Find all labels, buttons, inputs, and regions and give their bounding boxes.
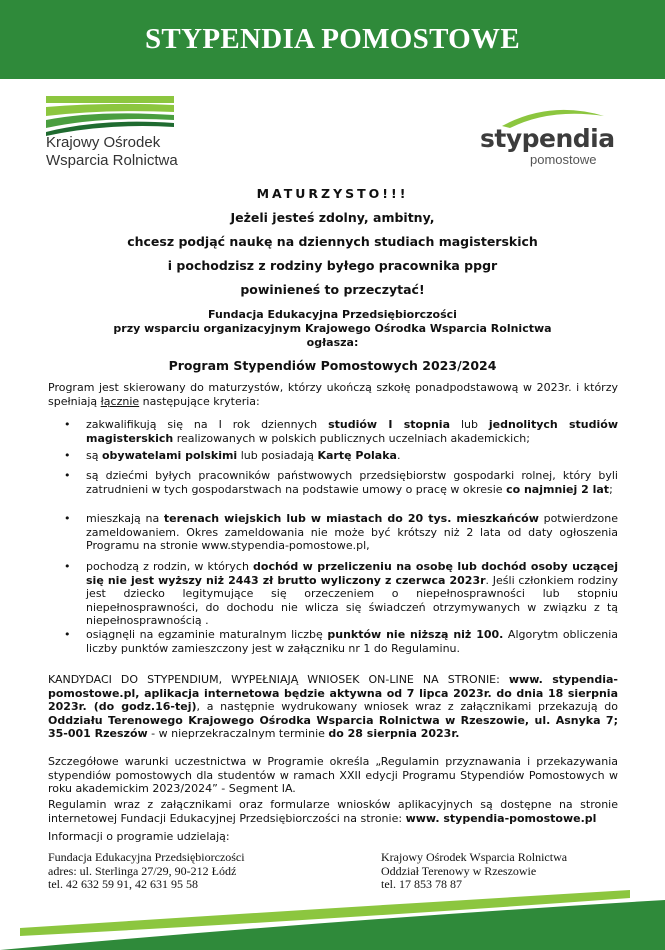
candidates-text-e: - w nieprzekraczalnym terminie <box>147 727 329 740</box>
announce-line-3: ogłasza: <box>306 336 359 349</box>
criteria-5-text-c: . Jeśli członkiem rodziny jest dziecko legitymujące się orzeczeniem o niepełnosprawności lub stopniu niepełnosprawności, do dochodu nie wlicza się świadczeń otrzymywanych w związku z tą niepełnosprawnością . <box>86 573 618 627</box>
criteria-2-text-e: . <box>396 449 401 462</box>
list-item <box>48 469 618 496</box>
regulamin-link[interactable]: www. stypendia-pomostowe.pl <box>405 811 597 825</box>
candidates-bold-b: www. stypendia-pomostowe.pl, aplikacja internetowa będzie aktywna od 7 lipca 2023r. do dnia 18 sierpnia 2023r. (do godz.16-tej) <box>48 673 618 713</box>
criteria-6-text: osiągnęli na egzaminie maturalnym liczbę <box>86 628 328 641</box>
banner-title: STYPENDIA POMOSTOWE <box>145 23 520 55</box>
announce-line-1: Fundacja Edukacyjna Przedsiębiorczości <box>208 308 457 321</box>
criteria-5-bold: dochód w przeliczeniu na osobę lub dochód osoby uczącej się nie jest wyższy niż 2443 zł brutto wyliczony z czerwca 2023r <box>86 560 618 587</box>
criteria-1-bold: studiów I stopnia <box>328 418 450 431</box>
stypendia-logo-sub: pomostowe <box>530 152 597 167</box>
contact-right-phone: tel. 17 853 78 87 <box>381 877 462 891</box>
criteria-2-text: są <box>86 449 102 462</box>
list-item <box>48 628 618 655</box>
list-item <box>48 418 618 445</box>
headline-title: MATURZYSTO!!! <box>256 186 409 201</box>
criteria-1-text: zakwalifikują się na I rok dziennych <box>86 418 329 431</box>
list-item <box>48 512 618 553</box>
criteria-3-bold: co najmniej 2 lat <box>506 482 610 496</box>
criteria-2-bold-d: Kartę Polaka <box>317 449 397 462</box>
contact-left-name: Fundacja Edukacyjna Przedsiębiorczości <box>48 850 245 864</box>
bottom-swoosh-decoration <box>0 877 665 950</box>
list-item <box>48 560 618 628</box>
intro-text-a: Program jest skierowany do maturzystów, którzy ukończą szkołę ponadpodstawową w 2023r. i którzy spełniają <box>48 381 618 408</box>
criteria-1-text-e: realizowanych w polskich publicznych uczelniach akademickich; <box>173 431 530 445</box>
intro-text-underlined: łącznie <box>100 394 140 408</box>
headline-line-4: powinieneś to przeczytać! <box>240 282 425 297</box>
stypendia-logo <box>480 104 615 170</box>
intro-paragraph <box>48 381 618 408</box>
headline-line-1: Jeżeli jesteś zdolny, ambitny, <box>230 210 435 225</box>
kowr-logo-mark <box>46 96 176 136</box>
info-label: Informacji o programie udzielają: <box>48 830 230 843</box>
contact-left-phone: tel. 42 632 59 91, 42 631 95 58 <box>48 877 198 891</box>
candidates-bold-d: Oddziału Terenowego Krajowego Ośrodka Wsparcia Rolnictwa w Rzeszowie, ul. Asnyka 7; 35-001 Rzeszów <box>48 713 618 740</box>
stypendia-logo-word: stypendia <box>480 124 615 153</box>
criteria-4-text-c: potwierdzone zameldowaniem. Okres zameldowania nie może być krótszy niż 2 lata od daty ogłoszenia Programu na stronie www.stypendia-pomostowe.pl, <box>86 512 618 552</box>
criteria-6-text-c: Algorytm obliczenia liczby punktów zamieszczony jest w załączniku nr 1 do Regulaminu. <box>86 628 619 655</box>
details-paragraph: Szczegółowe warunki uczestnictwa w Programie określa „Regulamin przyznawania i przekazywania stypendiów pomostowych dla studentów w ramach XXII edycji Programu Stypendiów Pomostowych w roku akademickim 2023/2024” - Segment IA. <box>48 755 618 795</box>
regulamin-text-a: Regulamin wraz z załącznikami oraz formularze wniosków aplikacyjnych są dostępne na stronie internetowej Fundacji Edukacyjnej Przedsiębiorczości na stronie: <box>48 798 618 825</box>
contact-left-address: adres: ul. Sterlinga 27/29, 90-212 Łódź <box>48 863 237 878</box>
kowr-logo-line2: Wsparcia Rolnictwa <box>46 152 178 169</box>
list-item <box>48 449 618 463</box>
criteria-2-text-c: lub posiadają <box>237 449 318 462</box>
criteria-4-text: mieszkają na <box>86 512 164 525</box>
candidates-text-c: , a następnie wydrukowany wniosek wraz z załącznikami przekazują do <box>196 700 618 713</box>
headline-line-3: i pochodzisz z rodziny byłego pracownika ppgr <box>167 258 498 273</box>
headline-line-2: chcesz podjąć naukę na dziennych studiach magisterskich <box>127 234 538 249</box>
criteria-3-text: są dziećmi byłych pracowników państwowych przedsiębiorstw gospodarki rolnej, który byli zatrudnieni w tych gospodarstwach na podstawie umowy o pracę w okresie <box>86 469 618 496</box>
candidates-bold-f: do 28 sierpnia 2023r. <box>328 727 460 740</box>
criteria-2-bold: obywatelami polskimi <box>101 449 238 462</box>
criteria-6-bold: punktów nie niższą niż 100. <box>327 628 504 641</box>
criteria-1-text-c: lub <box>450 418 489 431</box>
kowr-logo-line1: Krajowy Ośrodek <box>46 134 161 151</box>
contact-right-name: Krajowy Ośrodek Wsparcia Rolnictwa <box>381 850 568 864</box>
top-banner <box>0 0 665 79</box>
criteria-5-text: pochodzą z rodzin, w których <box>86 560 254 573</box>
criteria-3-text-c: ; <box>609 482 613 496</box>
candidates-text-a: KANDYDACI DO STYPENDIUM, WYPEŁNIAJĄ WNIOSEK ON-LINE NA STRONIE: <box>48 673 509 686</box>
criteria-4-bold: terenach wiejskich lub w miastach do 20 tys. mieszkańców <box>163 512 539 525</box>
intro-text-c: następujące kryteria: <box>139 394 260 408</box>
criteria-1-bold-d: jednolitych studiów magisterskich <box>86 418 618 445</box>
kowr-logo <box>46 96 186 176</box>
program-title: Program Stypendiów Pomostowych 2023/2024 <box>168 358 497 373</box>
contact-right-branch: Oddział Terenowy w Rzeszowie <box>381 863 537 878</box>
candidates-paragraph <box>48 673 618 741</box>
regulamin-paragraph <box>48 798 618 825</box>
announce-line-2: przy wsparciu organizacyjnym Krajowego Ośrodka Wsparcia Rolnictwa <box>113 322 552 335</box>
